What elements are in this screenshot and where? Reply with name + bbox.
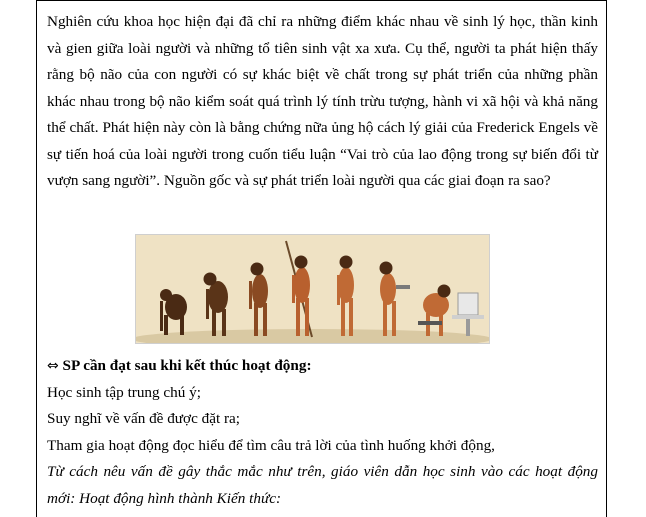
outcome-heading-text: SP cần đạt sau khi kết thúc hoạt động: <box>62 357 312 374</box>
evolution-drawing <box>136 235 489 343</box>
outcome-item-focus: Học sinh tập trung chú ý; <box>47 383 201 401</box>
outcome-heading <box>47 353 598 380</box>
closing-paragraph: Từ cách nêu vấn đề gây thắc mắc như trên, giáo viên dẫn học sinh vào các hoạt động mới: Hoạt động hình thành Kiến thức: <box>47 463 598 507</box>
illustration-background <box>136 235 489 343</box>
document-page <box>36 0 607 517</box>
equivalence-arrow-icon: ⇔ <box>47 358 59 374</box>
expected-outcome-section <box>47 353 598 459</box>
outcome-item-think: Suy nghĩ về vấn đề được đặt ra; <box>47 410 240 427</box>
evolution-illustration <box>135 234 490 344</box>
intro-paragraph: Nghiên cứu khoa học hiện đại đã chỉ ra những điểm khác nhau về sinh lý học, thần kinh và gien giữa loài người và những tổ tiên sinh vật xa xưa. Cụ thể, người ta phát hiện thấy rằng bộ não của con người có sự khác biệt về chất trong sự phát triển của những phần khác nhau trong bộ não kiểm soát quá trình lý tính trừu tượng, hành vi xã hội và khả năng thể chất. Phát hiện này còn là bằng chứng nữa ủng hộ cách lý giải của Frederick Engels về sự tiến hoá của loài người trong cuốn tiểu luận “Vai trò của lao động trong sự biến đổi từ vượn sang người”. Nguồn gốc và sự phát triển loài người qua các giai đoạn ra sao? <box>47 13 598 189</box>
outcome-item-participate: Tham gia hoạt động đọc hiểu để tìm câu trả lời của tình huống khởi động, <box>47 436 495 454</box>
